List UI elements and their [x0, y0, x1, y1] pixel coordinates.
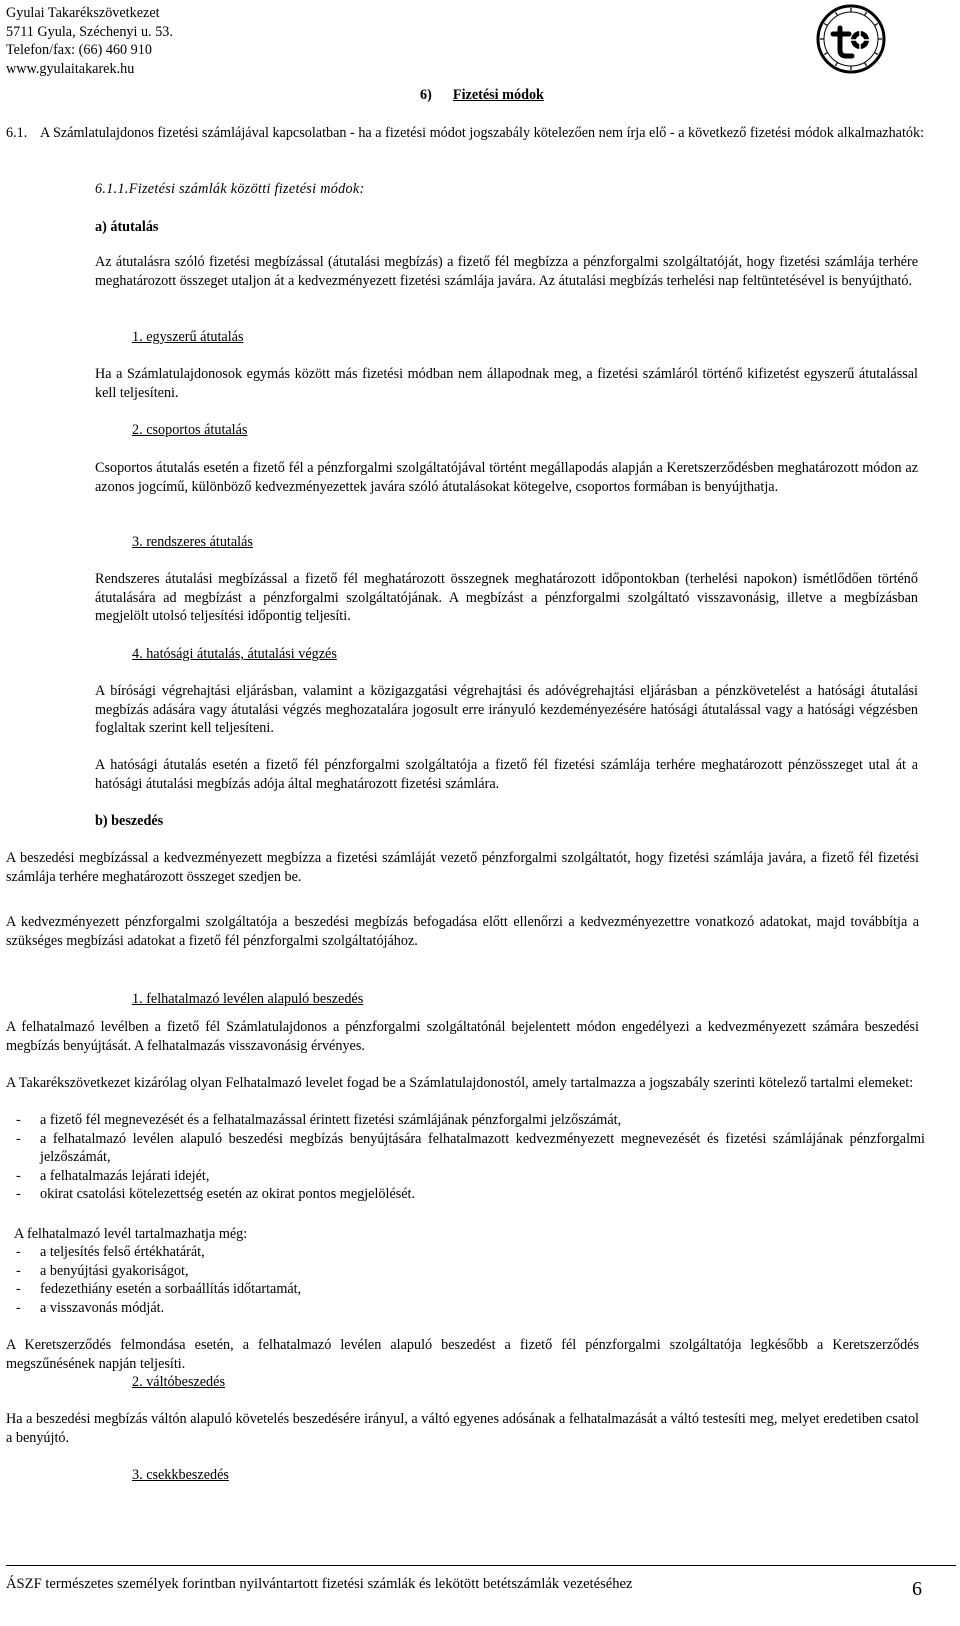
letterhead [6, 4, 173, 78]
section-heading [420, 86, 544, 105]
subsection-number: 6.1.1. [95, 181, 129, 197]
felhatalmazo-text-4: A Keretszerződés felmondása esetén, a felhatalmazó levélen alapuló beszedést a fizető fél pénzforgalmi szolgáltatója legkésőbb a Keretszerződés megszűnésének napján teljesíti. [6, 1337, 919, 1372]
hatosagi-text: A bírósági végrehajtási eljárásban, valamint a közigazgatási végrehajtási és adóvégrehajtási eljárásban a pénzkövetelést a hatósági átutalási megbízás adására vagy átutalási végzés meghozatalára jogosult erre irányuló kezdeményezésére hatósági átutalással vagy a hatósági végzésben foglaltak szerint kell teljesíteni. [95, 683, 918, 736]
valtobeszedes-text: Ha a beszedési megbízás váltón alapuló követelés beszedésére irányul, a váltó egyenes adósának a felhatalmazását a váltó testesíti meg, melyet eredetiben csatol a benyújtó. [6, 1411, 919, 1446]
intro-text: A Számlatulajdonos fizetési számlájával kapcsolatban - ha a fizetési módot jogszabály kötelezően nem írja elő - a következő fizetési módok alkalmazhatók: [40, 125, 925, 141]
rendszeres-title: 3. rendszeres átutalás [132, 534, 253, 550]
beszedes-heading: b) beszedés [95, 813, 164, 829]
org-name: Gyulai Takarékszövetkezet [6, 5, 160, 21]
footer-text: ÁSZF természetes személyek forintban nyilvántartott fizetési számlák és lekötött betétszámlák vezetéséhez [6, 1576, 633, 1592]
felhatalmazo-title: 1. felhatalmazó levélen alapuló beszedés [132, 991, 364, 1007]
list-item: - a felhatalmazás lejárati idejét, [6, 1167, 925, 1186]
list-item: - a fizető fél megnevezését és a felhatalmazással érintett fizetési számlájának pénzforgalmi jelzőszámát, [6, 1111, 925, 1130]
section-title: Fizetési módok [452, 87, 544, 103]
list-item: - okirat csatolási kötelezettség esetén az okirat pontos megjelölését. [6, 1185, 925, 1204]
page-number: 6 [912, 1578, 922, 1600]
beszedes-paragraph-1: A beszedési megbízással a kedvezményezett megbízza a fizetési számláját vezető pénzforgalmi szolgáltatót, hogy fizetési számlája javára, a fizető fél fizetési számlája terhére meghatározott összeget szedjen be. [6, 850, 919, 885]
valtobeszedes-title: 2. váltóbeszedés [132, 1374, 225, 1390]
egyszeru-text: Ha a Számlatulajdonosok egymás között más fizetési módban nem állapodnak meg, a fizetési számláról történő kifizetést egyszerű átutalással kell teljesíteni. [95, 366, 918, 401]
hatosagi-title: 4. hatósági átutalás, átutalási végzés [132, 646, 337, 662]
footer-rule [6, 1565, 956, 1566]
list-item: - fedezethiány esetén a sorbaállítás időtartamát, [6, 1280, 925, 1299]
atutalas-heading: a) átutalás [95, 219, 159, 235]
felhatalmazo-text-1: A felhatalmazó levélben a fizető fél Számlatulajdonos a pénzforgalmi szolgáltatónál bejelentett módon engedélyezi a kedvezményezett számára beszedési megbízás benyújtását. A felhatalmazás visszavonásig érvényes. [6, 1019, 919, 1054]
egyszeru-title: 1. egyszerű átutalás [132, 329, 244, 345]
list-item: - a teljesítés felső értékhatárát, [6, 1243, 925, 1262]
felhatalmazo-text-3: A felhatalmazó levél tartalmazhatja még: [14, 1226, 248, 1242]
org-phone: Telefon/fax: (66) 460 910 [6, 42, 152, 59]
intro-number: 6.1. [6, 125, 28, 141]
felhatalmazo-text-2: A Takarékszövetkezet kizárólag olyan Felhatalmazó levelet fogad be a Számlatulajdonostól, amely tartalmazza a jogszabály szerinti kötelező tartalmi elemeket: [6, 1075, 914, 1091]
optional-elements-list [6, 1243, 925, 1317]
rendszeres-text: Rendszeres átutalási megbízással a fizető fél meghatározott összegnek meghatározott időpontokban (terhelési napokon) ismétlődően történő átutalására ad megbízást a pénzforgalmi szolgáltatójának. A megbízást a pénzforgalmi szolgáltató visszavonásig, illetve a megbízásban megjelölt utolsó teljesítési időpontig teljesíti. [95, 571, 918, 624]
intro-paragraph [6, 124, 926, 143]
subsection-title: Fizetési számlák közötti fizetési módok: [128, 181, 365, 197]
subsection-heading [95, 180, 365, 199]
org-address: 5711 Gyula, Széchenyi u. 53. [6, 23, 173, 40]
list-item: - a benyújtási gyakoriságot, [6, 1262, 925, 1281]
csoportos-title: 2. csoportos átutalás [132, 422, 248, 438]
atutalas-paragraph: Az átutalásra szóló fizetési megbízással (átutalási megbízás) a fizető fél megbízza a pénzforgalmi szolgáltatóját, hogy fizetési számlája terhére meghatározott összeget utaljon át a kedvezményezett fizetési számlája javára. Az átutalási megbízás terhelési nap feltüntetésével is benyújtható. [95, 254, 918, 289]
list-item: - a felhatalmazó levélen alapuló beszedési megbízás benyújtására felhatalmazott kedvezményezett megnevezését és fizetési számlájának pénzforgalmi jelzőszámát, [6, 1130, 925, 1167]
list-item: - a visszavonás módját. [6, 1299, 925, 1318]
hatosagi-text-2: A hatósági átutalás esetén a fizető fél pénzforgalmi szolgáltatója a fizető fél fizetési számlája terhére meghatározott pénzösszeget utal át a hatósági átutalási megbízás adója által meghatározott fizetési számlára. [95, 757, 918, 792]
beszedes-paragraph-2: A kedvezményezett pénzforgalmi szolgáltatója a beszedési megbízás befogadása előtt ellenőrzi a kedvezményezettre vonatkozó adatokat, majd továbbítja a szükséges megbízási adatokat a fizető fél pénzforgalmi szolgáltatójához. [6, 914, 919, 949]
org-website: www.gyulaitakarek.hu [6, 60, 135, 77]
csoportos-text: Csoportos átutalás esetén a fizető fél a pénzforgalmi szolgáltatójával történt megállapodás alapján a Keretszerződésben meghatározott módon az azonos jogcímű, különböző kedvezményezettek javára szóló átutalásokat kötegelve, csoportos formában is benyújthatja. [95, 460, 918, 495]
mandatory-elements-list [6, 1111, 925, 1204]
takarekszovetkezet-logo-icon [816, 4, 886, 74]
section-number: 6) [420, 87, 432, 103]
csekkbeszedes-title: 3. csekkbeszedés [132, 1467, 229, 1483]
